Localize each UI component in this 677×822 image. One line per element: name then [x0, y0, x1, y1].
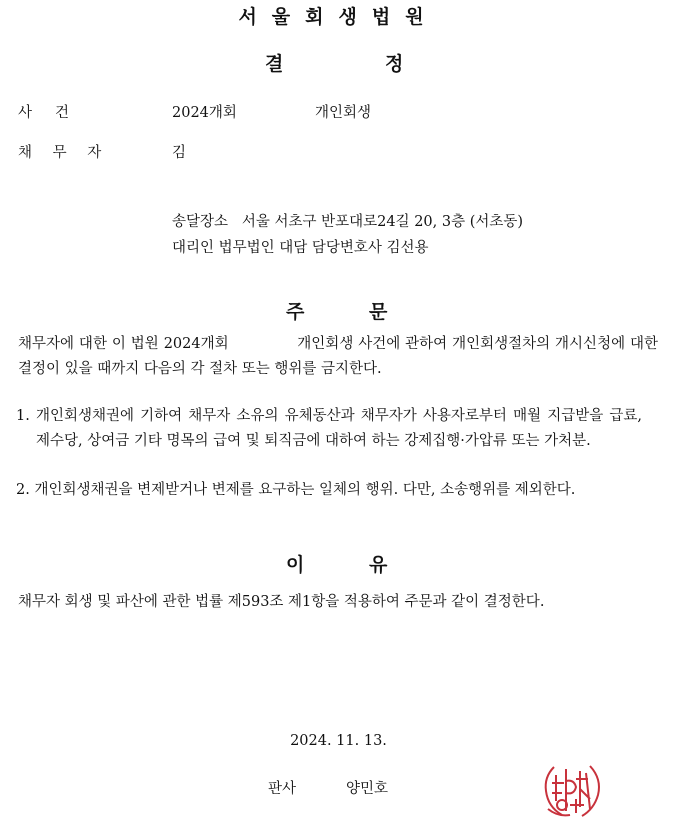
- order-heading-first-char: 주: [286, 301, 305, 323]
- order-heading-second-char: 문: [369, 301, 388, 323]
- order-item-1: 1. 개인회생채권에 기하여 채무자 소유의 유체동산과 채무자가 사용자로부터 매월 지급받을 급료, 제수당, 상여금 기타 명목의 급여 및 퇴직금에 대하여 하는 강제집행·가압류 또는 가처분.: [16, 408, 642, 449]
- reason-heading-second-char: 유: [369, 554, 388, 576]
- debtor-label: 채 무 자: [18, 145, 102, 161]
- judge-seal-icon: [540, 761, 604, 819]
- delivery-address: 송달장소 서울 서초구 반포대로24길 20, 3층 (서초동): [172, 214, 524, 230]
- case-type: 개인회생: [315, 105, 372, 121]
- reason-text: 채무자 회생 및 파산에 관한 법률 제593조 제1항을 적용하여 주문과 같이 결정한다.: [18, 594, 545, 610]
- decision-date: 2024. 11. 13.: [290, 733, 387, 749]
- reason-heading-first-char: 이: [286, 554, 305, 576]
- document-title-second-char: 정: [385, 53, 404, 75]
- case-label: 사 건: [18, 105, 70, 121]
- order-intro: 채무자에 대한 이 법원 2024개회 개인회생 사건에 관하여 개인회생절차의 개시신청에 대한 결정이 있을 때까지 다음의 각 절차 또는 행위를 금지한다.: [18, 336, 663, 377]
- judge-title: 판사: [268, 781, 297, 797]
- debtor-name: 김: [172, 145, 187, 161]
- court-name: 서울회생법원: [238, 6, 439, 28]
- document-title-first-char: 결: [265, 53, 284, 75]
- delivery-agent: 대리인 법무법인 대담 담당변호사 김선용: [172, 240, 429, 256]
- case-number: 2024개회: [172, 105, 237, 121]
- order-item-2: 2. 개인회생채권을 변제받거나 변제를 요구하는 일체의 행위. 다만, 소송행위를 제외한다.: [16, 482, 576, 498]
- judge-name: 양민호: [346, 781, 389, 797]
